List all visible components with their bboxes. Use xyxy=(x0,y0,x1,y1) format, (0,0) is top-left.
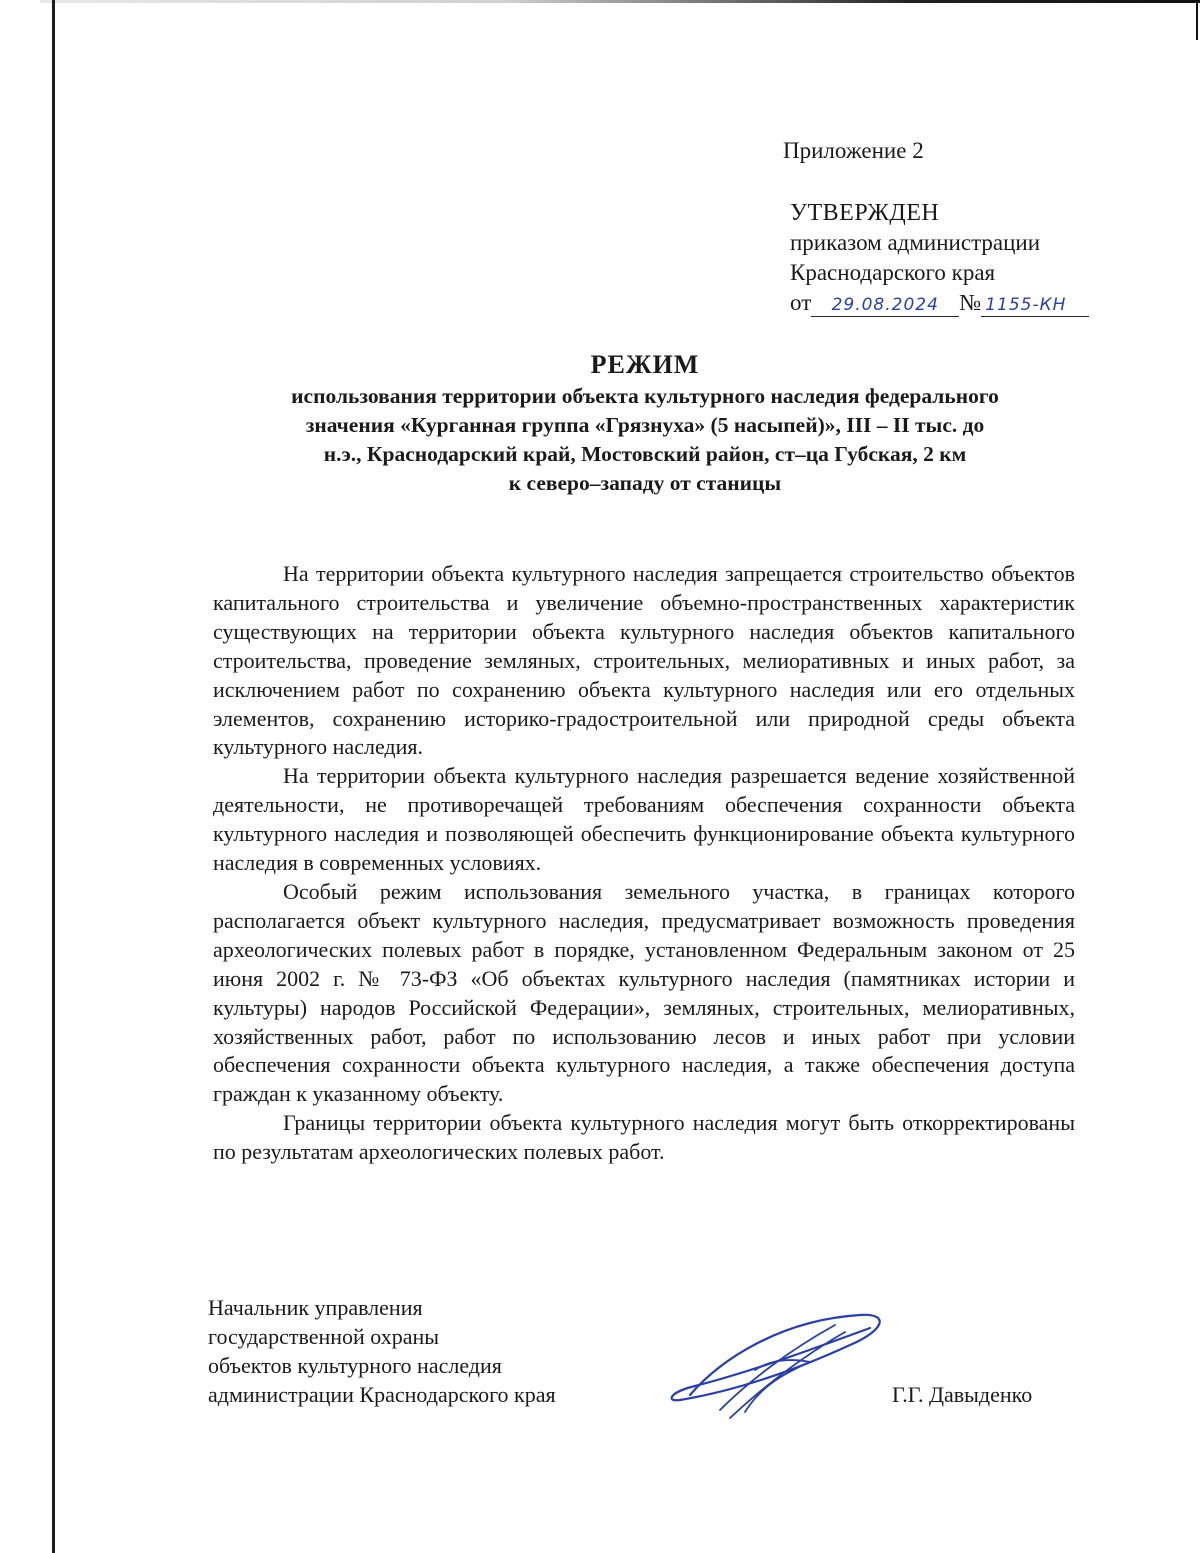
scan-edge-left xyxy=(52,0,55,1553)
body-paragraph: На территории объекта культурного наследия запрещается строительство объектов капитального строительства и увеличение объемно-пространственных характеристик существующих на территории объекта культурного наследия объектов капитального строительства, проведение земляных, строительных, мелиоративных и иных работ, за исключением работ по сохранению объекта культурного наследия или его отдельных элементов, сохранению историко-градостроительной или природной среды объекта культурного наследия. xyxy=(213,561,1075,760)
document-title xyxy=(200,348,1090,498)
approved-by-order-line2: Краснодарского края xyxy=(790,260,996,285)
signer-position xyxy=(208,1293,556,1409)
body-paragraph: Особый режим использования земельного участка, в границах которого располагается объект культурного наследия, предусматривает возможность проведения археологических полевых работ в порядке, установленном Федеральным законом от 25 июня 2002 г. № 73-ФЗ «Об объектах культурного наследия (памятниках истории и культуры) народов Российской Федерации», земляных, строительных, мелиоративных, хозяйственных работ, работ по использованию лесов и иных работ при условии обеспечения сохранности объекта культурного наследия, а также обеспечения доступа граждан к указанному объекту. xyxy=(213,878,1075,1107)
title-main: РЕЖИМ xyxy=(590,350,700,379)
body-paragraph: Границы территории объекта культурного наследия могут быть откорректированы по результатам археологических полевых работ. xyxy=(213,1110,1075,1165)
body-paragraph: На территории объекта культурного наследия разрешается ведение хозяйственной деятельности, не противоречащей требованиям обеспечения сохранности объекта культурного наследия и позволяющей обеспечить функционирование объекта культурного наследия в современных условиях. xyxy=(213,763,1075,876)
approval-date-number-line xyxy=(790,288,1089,318)
title-subtitle-line2: значения «Курганная группа «Грязнуха» (5 насыпей)», III – II тыс. до xyxy=(305,413,985,437)
signer-position-line1: Начальник управления xyxy=(208,1295,423,1320)
approval-stamp-block xyxy=(790,198,1089,318)
appendix-label: Приложение 2 xyxy=(783,138,924,163)
title-subtitle-line4: к северо–западу от станицы xyxy=(508,471,782,495)
handwritten-date: 29.08.2024 xyxy=(811,294,959,317)
handwritten-signature xyxy=(660,1300,900,1430)
approved-label: УТВЕРЖДЕН xyxy=(790,200,940,226)
number-prefix: № xyxy=(959,290,982,315)
from-prefix: от xyxy=(790,290,812,315)
title-subtitle-line3: н.э., Краснодарский край, Мостовский район, ст–ца Губская, 2 км xyxy=(323,442,967,466)
handwritten-order-number: 1155-КН xyxy=(981,294,1089,317)
approved-by-order-line1: приказом администрации xyxy=(790,230,1041,255)
signer-name: Г.Г. Давыденко xyxy=(892,1382,1033,1407)
signer-position-line3: объектов культурного наследия xyxy=(208,1353,502,1378)
title-subtitle-line1: использования территории объекта культурного наследия федерального xyxy=(291,384,999,408)
signer-position-line2: государственной охраны xyxy=(208,1324,440,1349)
signer-position-line4: администрации Краснодарского края xyxy=(208,1382,556,1407)
scan-edge-top xyxy=(40,0,1200,3)
scan-edge-right xyxy=(1196,0,1198,40)
document-body xyxy=(213,560,1075,1167)
